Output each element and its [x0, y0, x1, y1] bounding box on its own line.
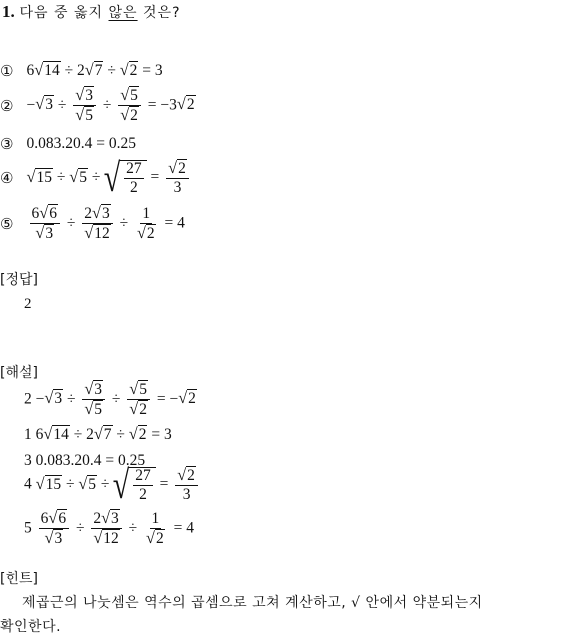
- choice-5-expr: $\frac{6√6}{√3}$ ÷ $\frac{2√3}{√12}$ ÷ $\frac{1}{√2}$ = 4: [31, 204, 185, 243]
- choice-3-expr: 0.083.20.4 = 0.25: [26, 134, 137, 152]
- explanation-line-2: 1 6√14 ÷ 2√7 ÷ √2 = 3: [24, 425, 172, 443]
- question-number: 1.: [2, 2, 15, 21]
- explanation-line-3: 3 0.083.20.4 = 0.25: [24, 451, 146, 469]
- hint-line-1: [22, 591, 483, 615]
- answer-label: [정답]: [0, 272, 38, 288]
- choice-2-expr: −√3 ÷ $\frac{√3}{√5}$ ÷ $\frac{√5}{√2}$ = −3√2: [26, 86, 195, 125]
- choice-4[interactable]: [0, 155, 192, 200]
- explanation-line-4: 4 √15 ÷ √5 ÷ √ $\frac{27}{2}$ = $\frac{√2}{3}$: [24, 465, 201, 505]
- explanation-line-5: 5 $\frac{6√6}{√3}$ ÷ $\frac{2√3}{√12}$ ÷ $\frac{1}{√2}$ = 4: [24, 509, 194, 548]
- explanation-label: [해설]: [0, 365, 38, 381]
- choice-3-mark: ③: [0, 134, 14, 153]
- choice-2[interactable]: [0, 87, 196, 125]
- choice-1-mark: ①: [0, 61, 14, 80]
- answer-value: 2: [24, 296, 32, 312]
- choice-3[interactable]: [0, 133, 136, 153]
- hint-line-2: 확인한다.: [0, 619, 62, 635]
- hint-text-1b: 안에서 약분되는지: [365, 595, 483, 611]
- question-title: [2, 2, 181, 22]
- choice-1[interactable]: [0, 60, 163, 80]
- hint-label: [힌트]: [0, 571, 38, 587]
- choice-5[interactable]: [0, 205, 185, 243]
- hint-text-1: 제곱근의 나눗셈은 역수의 곱셈으로 고쳐 계산하고,: [22, 595, 347, 611]
- choice-1-expr: 6√14 ÷ 2√7 ÷ √2 = 3: [26, 61, 163, 79]
- root-symbol: √: [351, 595, 361, 611]
- choice-4-mark: ④: [0, 169, 14, 187]
- question-text-pre: 다음 중 옳지: [19, 5, 109, 21]
- question-text-underlined: 않은: [108, 5, 138, 21]
- question-text-post: 것은?: [137, 5, 181, 21]
- choice-2-mark: ②: [0, 96, 14, 115]
- choice-5-mark: ⑤: [0, 214, 14, 233]
- choice-4-expr: √15 ÷ √5 ÷ √ $\frac{27}{2}$ = $\frac{√2}{3}$: [27, 158, 192, 198]
- explanation-line-1: 2 −√3 ÷ $\frac{√3}{√5}$ ÷ $\frac{√5}{√2}$ = −√2: [24, 380, 196, 419]
